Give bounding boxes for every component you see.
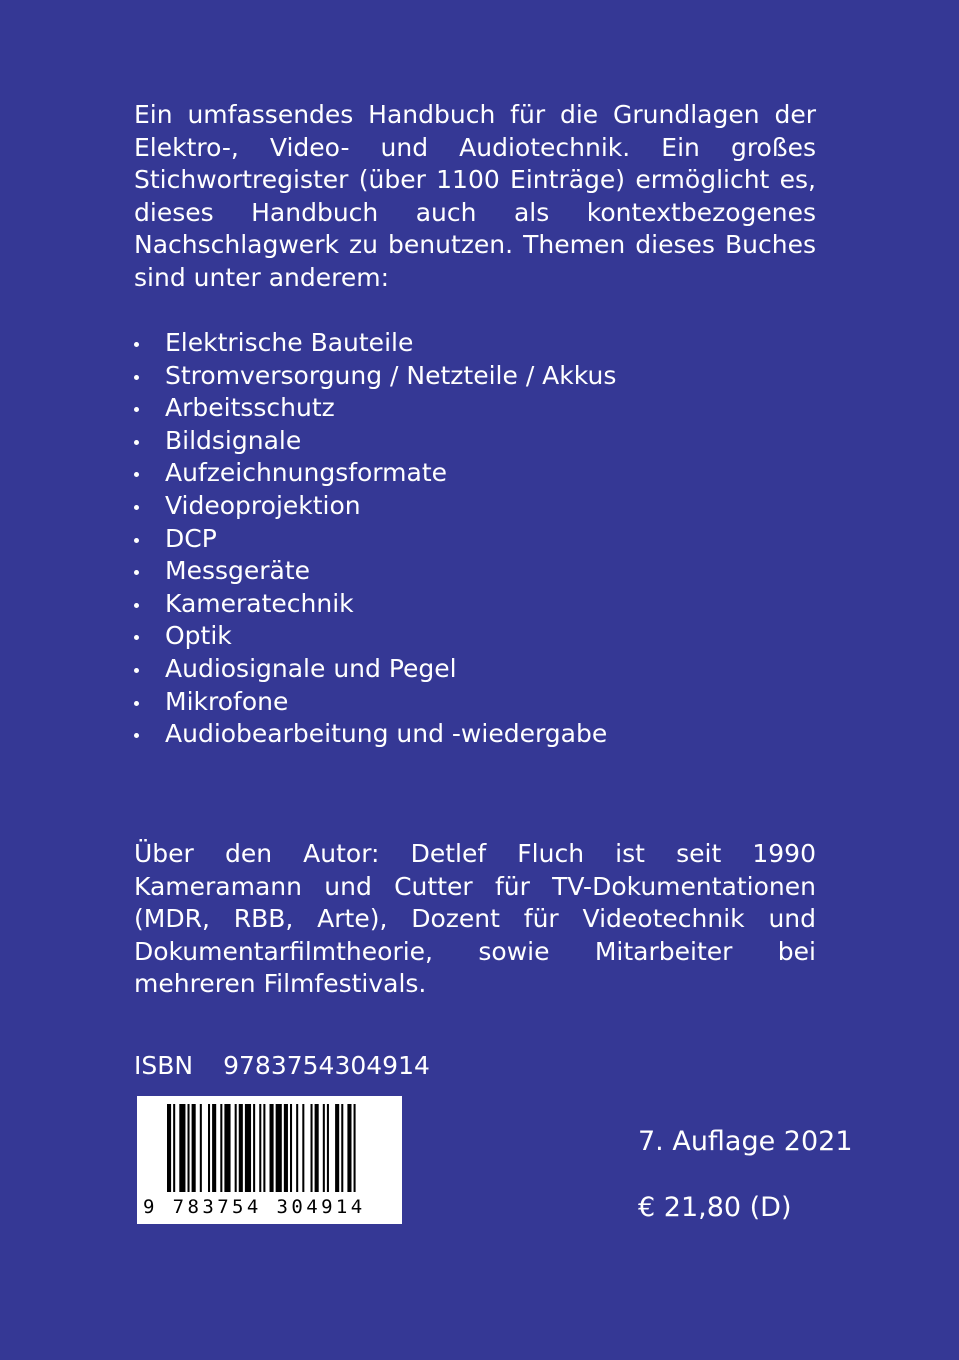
barcode-bar bbox=[167, 1104, 171, 1192]
topic-item: Kameratechnik bbox=[134, 588, 834, 621]
barcode-bar bbox=[212, 1104, 216, 1192]
barcode-bar bbox=[179, 1104, 185, 1192]
price: € 21,80 (D) bbox=[638, 1192, 792, 1223]
barcode-bar bbox=[270, 1104, 274, 1192]
topic-list bbox=[134, 327, 834, 751]
barcode-bar bbox=[239, 1104, 243, 1192]
barcode-bar bbox=[208, 1104, 210, 1192]
barcode-bar bbox=[173, 1104, 175, 1192]
topic-item: Arbeitsschutz bbox=[134, 392, 834, 425]
topic-item: Stromversorgung / Netzteile / Akkus bbox=[134, 360, 834, 393]
edition: 7. Auflage 2021 bbox=[638, 1126, 853, 1157]
barcode-bar bbox=[192, 1104, 196, 1192]
barcode-bar bbox=[296, 1104, 298, 1192]
author-bio: Über den Autor: Detlef Fluch ist seit 1990 Kameramann und Cutter für TV-Dokumentationen (MDR, RBB, Arte), Dozent für Videotechnik und Dokumentarfilmtheorie, sowie Mitarbeiter bei mehreren Filmfestivals. bbox=[134, 839, 816, 998]
topic-item: Aufzeichnungsformate bbox=[134, 457, 834, 490]
barcode-bar bbox=[253, 1104, 255, 1192]
isbn-label: ISBN bbox=[134, 1051, 194, 1080]
topic-item: Elektrische Bauteile bbox=[134, 327, 834, 360]
topic-item: Optik bbox=[134, 620, 834, 653]
barcode-bar bbox=[354, 1104, 356, 1192]
barcode-bar bbox=[341, 1104, 343, 1192]
barcode-bar bbox=[311, 1104, 313, 1192]
topic-item: Audiosignale und Pegel bbox=[134, 653, 834, 686]
barcode-bar bbox=[315, 1104, 319, 1192]
topic-item: DCP bbox=[134, 523, 834, 556]
barcode-bars-icon bbox=[137, 1096, 402, 1196]
barcode-bar bbox=[335, 1104, 339, 1192]
barcode-bar bbox=[224, 1104, 230, 1192]
barcode-digits: 9 783754 304914 bbox=[143, 1196, 366, 1218]
barcode-bar bbox=[327, 1104, 329, 1192]
topic-item: Messgeräte bbox=[134, 555, 834, 588]
barcode-bar bbox=[200, 1104, 202, 1192]
barcode-bar bbox=[220, 1104, 222, 1192]
barcode-bar bbox=[188, 1104, 190, 1192]
barcode-bar bbox=[245, 1104, 251, 1192]
barcode-bar bbox=[302, 1104, 304, 1192]
isbn-line bbox=[134, 1050, 430, 1082]
topic-item: Audiobearbeitung und -wiedergabe bbox=[134, 718, 834, 751]
barcode-bar bbox=[235, 1104, 237, 1192]
barcode-bar bbox=[323, 1104, 325, 1192]
barcode-bar bbox=[263, 1104, 265, 1192]
topic-item: Mikrofone bbox=[134, 686, 834, 719]
topic-item: Videoprojektion bbox=[134, 490, 834, 523]
intro-text: Ein umfassendes Handbuch für die Grundlagen der Elektro-, Video- und Audiotechnik. Ein großes Stichwortregister (über 1100 Einträge) ermöglicht es, dieses Handbuch auch als kontextbezogenes Nachschlagwerk zu benutzen. Themen dieses Buches sind unter anderem: bbox=[134, 100, 816, 292]
barcode-bar bbox=[284, 1104, 288, 1192]
barcode-bar bbox=[259, 1104, 261, 1192]
isbn-number: 9783754304914 bbox=[223, 1051, 430, 1080]
barcode-bar bbox=[276, 1104, 282, 1192]
barcode-bar bbox=[290, 1104, 292, 1192]
topic-item: Bildsignale bbox=[134, 425, 834, 458]
barcode-bar bbox=[347, 1104, 351, 1192]
barcode bbox=[137, 1096, 402, 1224]
